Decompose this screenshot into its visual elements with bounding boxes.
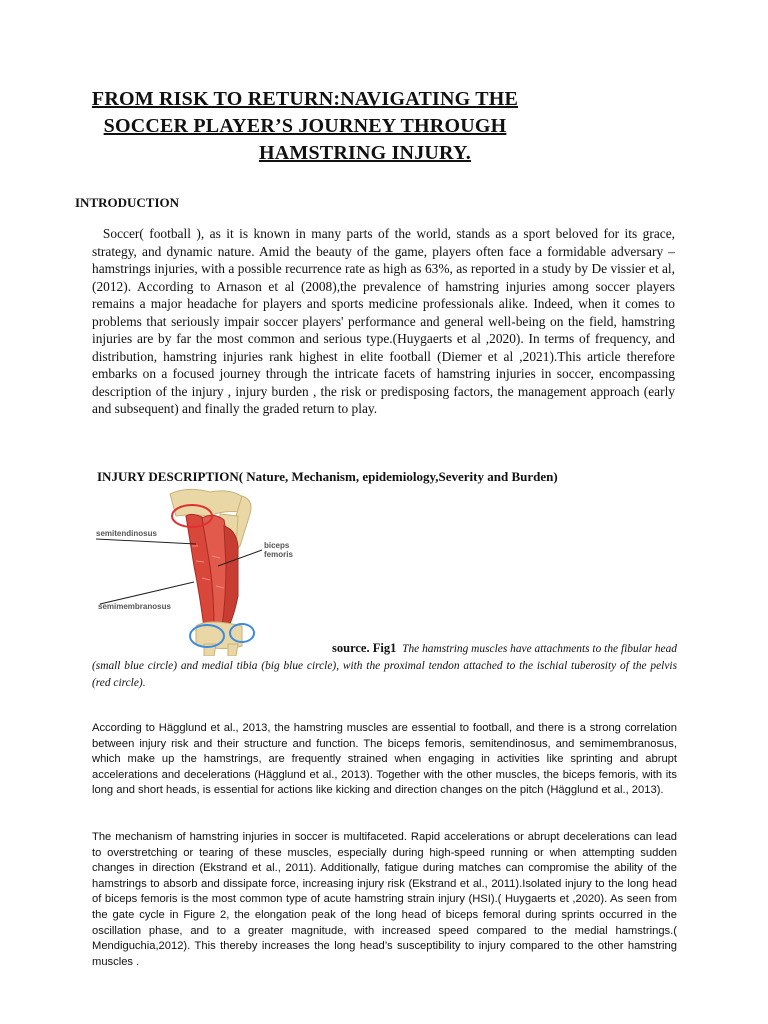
hamstring-anatomy-figure (92, 486, 322, 656)
hamstring-anatomy-illustration (92, 486, 322, 656)
figure-caption-text: The hamstring muscles have attachments to the fibular head (small blue circle) and medial tibia (big blue circle), with the proximal tendon attached to the ischial tuberosity of the pelvis (red circle). (92, 643, 677, 689)
label-semitendinosus: semitendinosus (96, 529, 157, 538)
label-biceps: biceps (264, 541, 290, 550)
label-femoris: femoris (264, 550, 293, 559)
figure-source-label: source. Fig1 (332, 641, 397, 655)
title-line-3: HAMSTRING INJURY. (259, 142, 471, 164)
mechanism-paragraph: The mechanism of hamstring injuries in soccer is multifaceted. Rapid accelerations or abrupt decelerations can lead to overstretching or tearing of these muscles, especially during high-speed running or when attempting sudden changes in direction (Ekstrand et al., 2011). Additionally, fatigue during matches can compromise the ability of the hamstrings to absorb and dissipate force, increasing injury risk (Ekstrand et al., 2011).Isolated injury to the long head of biceps femoris is the most common type of acute hamstring strain injury (HSI).( Huygaerts et ,2020). As seen from the gate cycle in Figure 2, the elongation peak of the long head of biceps femoral during sprints occurred in the oscillation phase, and to a greater magnitude, with increased speed compared to the medial hamstrings.( Mendiguchia,2012). This thereby increases the long head’s susceptibility to injury compared to the other hamstring muscles . (92, 831, 677, 968)
figure-caption (92, 640, 677, 692)
anatomy-paragraph: According to Hägglund et al., 2013, the hamstring muscles are essential to football, and there is a strong correlation between injury risk and their structure and function. The biceps femoris, semitendinosus, and semimembranosus, which make up the hamstrings, are frequently strained when engaging in activities like sprinting and abrupt accelerations and decelerations (Hägglund et al., 2013). Together with the other muscles, the biceps femoris, with its long and short heads, is essential for actions like kicking and direction changes on the pitch (Hägglund et al., 2013). (92, 722, 677, 797)
injury-description-heading: INJURY DESCRIPTION( Nature, Mechanism, epidemiology,Severity and Burden) (97, 469, 558, 484)
title-line-1: FROM RISK TO RETURN:NAVIGATING THE (91, 88, 519, 110)
title-line-2: SOCCER PLAYER’S JOURNEY THROUGH (103, 115, 507, 137)
document-title (40, 86, 570, 167)
introduction-text: Soccer( football ), as it is known in many parts of the world, stands as a sport beloved for its grace, strategy, and dynamic nature. Amid the beauty of the game, players often face a formidable adversary – hamstrings injuries, with a possible recurrence rate as high as 63%, as reported in a study by De vissier et al,(2012). According to Arnason et al (2008),the prevalence of hamstring injuries among soccer players remains a major headache for players and sports medicine professionals alike. Indeed, when it comes to problems that seriously impair soccer players' performance and general well-being on the field, hamstring injuries are by far the most common and serious type.(Huygaerts et al ,2020). In terms of frequency, and distribution, hamstring injuries rank highest in elite football (Diemer et al ,2021).This article therefore embarks on a focused journey through the intricate facets of hamstring injuries in soccer, encompassing description of the injury , injury burden , the risk or predisposing factors, the management approach (early and subsequent) and finally the graded return to play. (92, 226, 675, 416)
introduction-heading: INTRODUCTION (75, 195, 180, 210)
label-semimembranosus: semimembranosus (98, 602, 171, 611)
introduction-paragraph (92, 225, 675, 418)
